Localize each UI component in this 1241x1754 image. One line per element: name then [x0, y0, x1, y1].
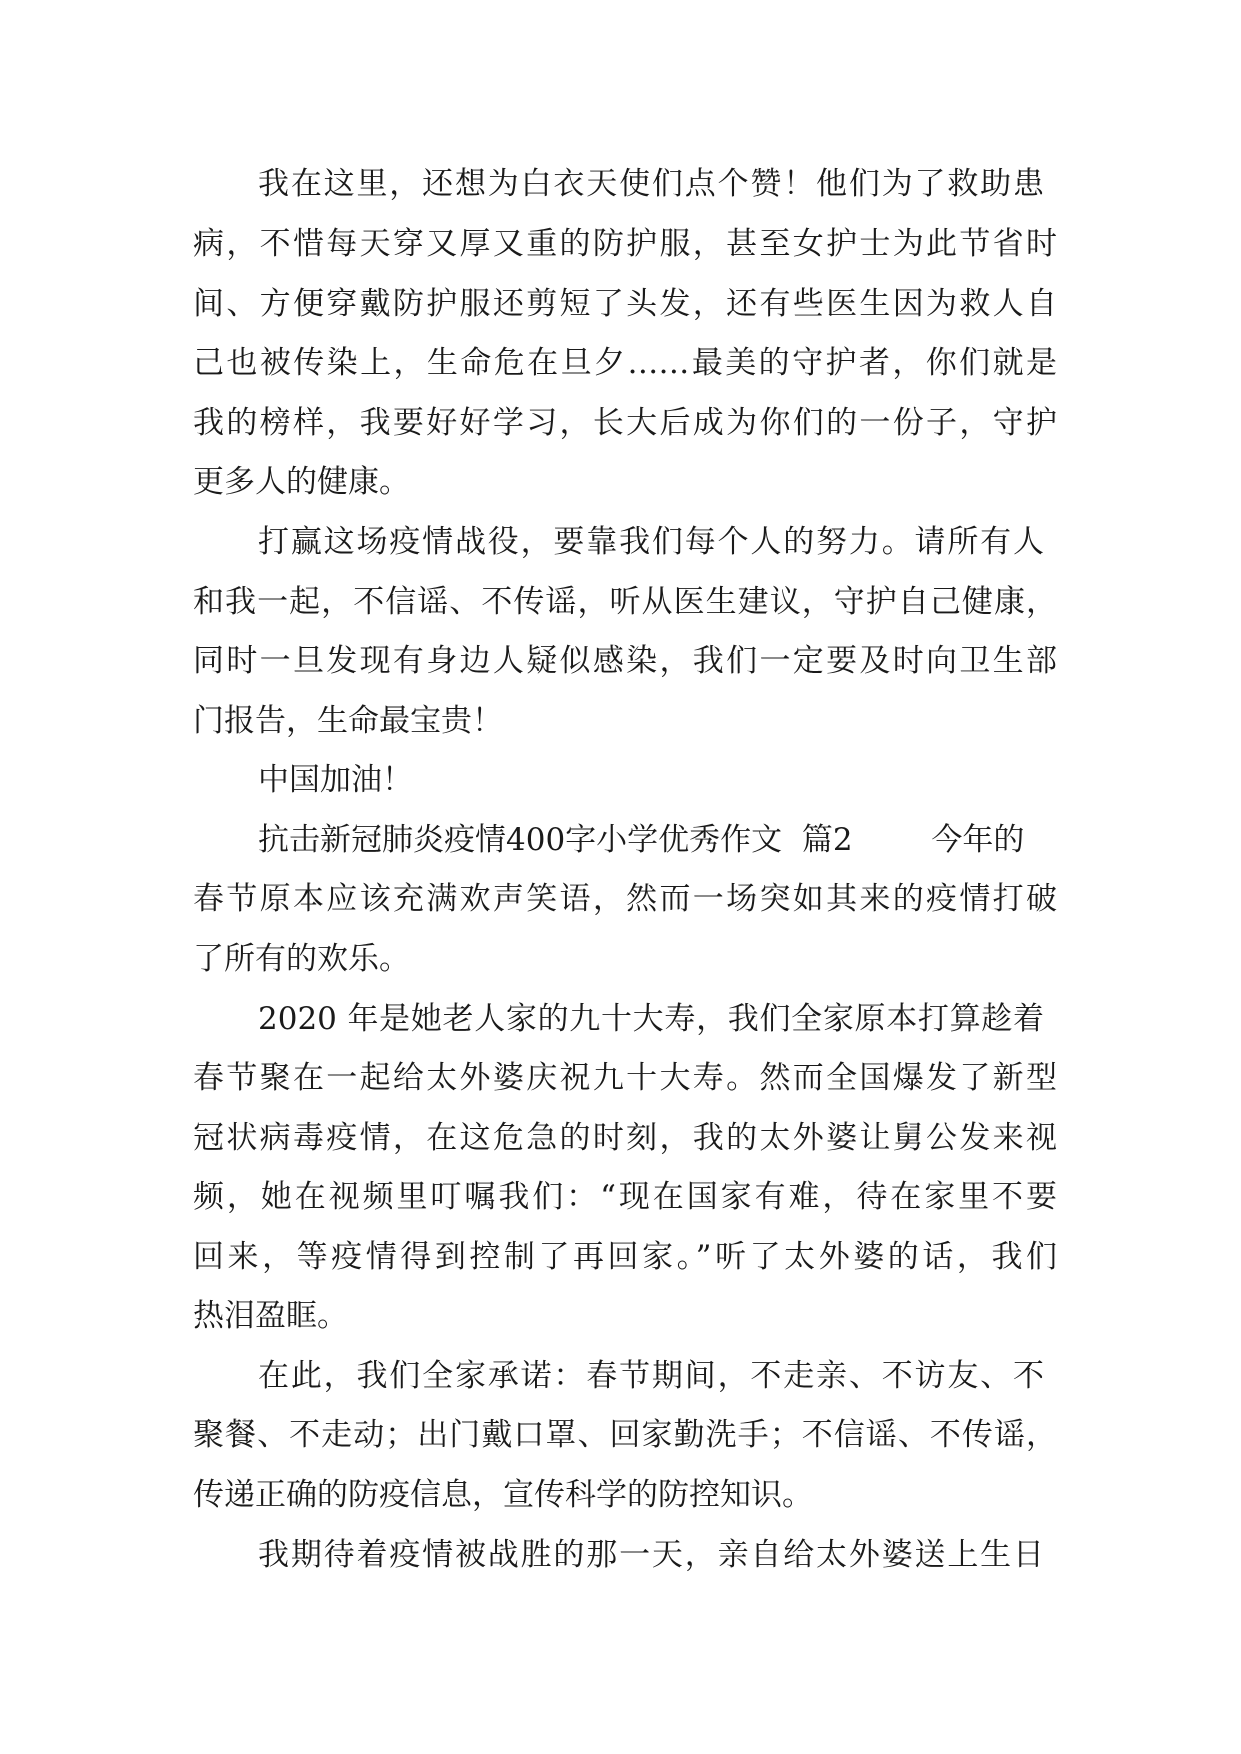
text-line: 间、方便穿戴防护服还剪短了头发，还有些医生因为救人自: [193, 286, 1057, 322]
text-line: 同时一旦发现有身边人疑似感染，我们一定要及时向卫生部: [193, 643, 1057, 679]
text-line: 频，她在视频里叮嘱我们：“现在国家有难，待在家里不要: [193, 1179, 1057, 1215]
text-line: 传递正确的防疫信息，宣传科学的防控知识。: [193, 1477, 813, 1513]
text-line: 春节原本应该充满欢声笑语，然而一场突如其来的疫情打破: [193, 881, 1057, 917]
text-line: 春节聚在一起给太外婆庆祝九十大寿。然而全国爆发了新型: [193, 1060, 1057, 1096]
text-line: 我期待着疫情被战胜的那一天，亲自给太外婆送上生日: [258, 1537, 1044, 1573]
text-line: 更多人的健康。: [193, 464, 410, 500]
text-line: 己也被传染上，生命危在旦夕……最美的守护者，你们就是: [193, 345, 1057, 381]
text-line: 2020 年是她老人家的九十大寿，我们全家原本打算趁着: [258, 1001, 1044, 1037]
text-line: 和我一起，不信谣、不传谣，听从医生建议，守护自己健康，: [193, 584, 1057, 620]
text-line: 了所有的欢乐。: [193, 941, 410, 977]
text-line: 中国加油！: [258, 762, 413, 798]
text-line: 冠状病毒疫情，在这危急的时刻，我的太外婆让舅公发来视: [193, 1120, 1057, 1156]
text-line: 在此，我们全家承诺：春节期间，不走亲、不访友、不: [258, 1358, 1044, 1394]
text-line: 我在这里，还想为白衣天使们点个赞！他们为了救助患: [258, 166, 1044, 202]
text-line: 回来，等疫情得到控制了再回家。”听了太外婆的话，我们: [193, 1239, 1057, 1275]
text-line: 打赢这场疫情战役，要靠我们每个人的努力。请所有人: [258, 524, 1044, 560]
text-line: 聚餐、不走动；出门戴口罩、回家勤洗手；不信谣、不传谣，: [193, 1417, 1057, 1453]
text-line: 热泪盈眶。: [193, 1298, 348, 1334]
text-line: 门报告，生命最宝贵！: [193, 703, 503, 739]
text-line: 我的榜样，我要好好学习，长大后成为你们的一份子，守护: [193, 405, 1057, 441]
text-line: 抗击新冠肺炎疫情400字小学优秀作文 篇2 今年的: [258, 822, 1025, 858]
text-line: 病，不惜每天穿又厚又重的防护服，甚至女护士为此节省时: [193, 226, 1057, 262]
